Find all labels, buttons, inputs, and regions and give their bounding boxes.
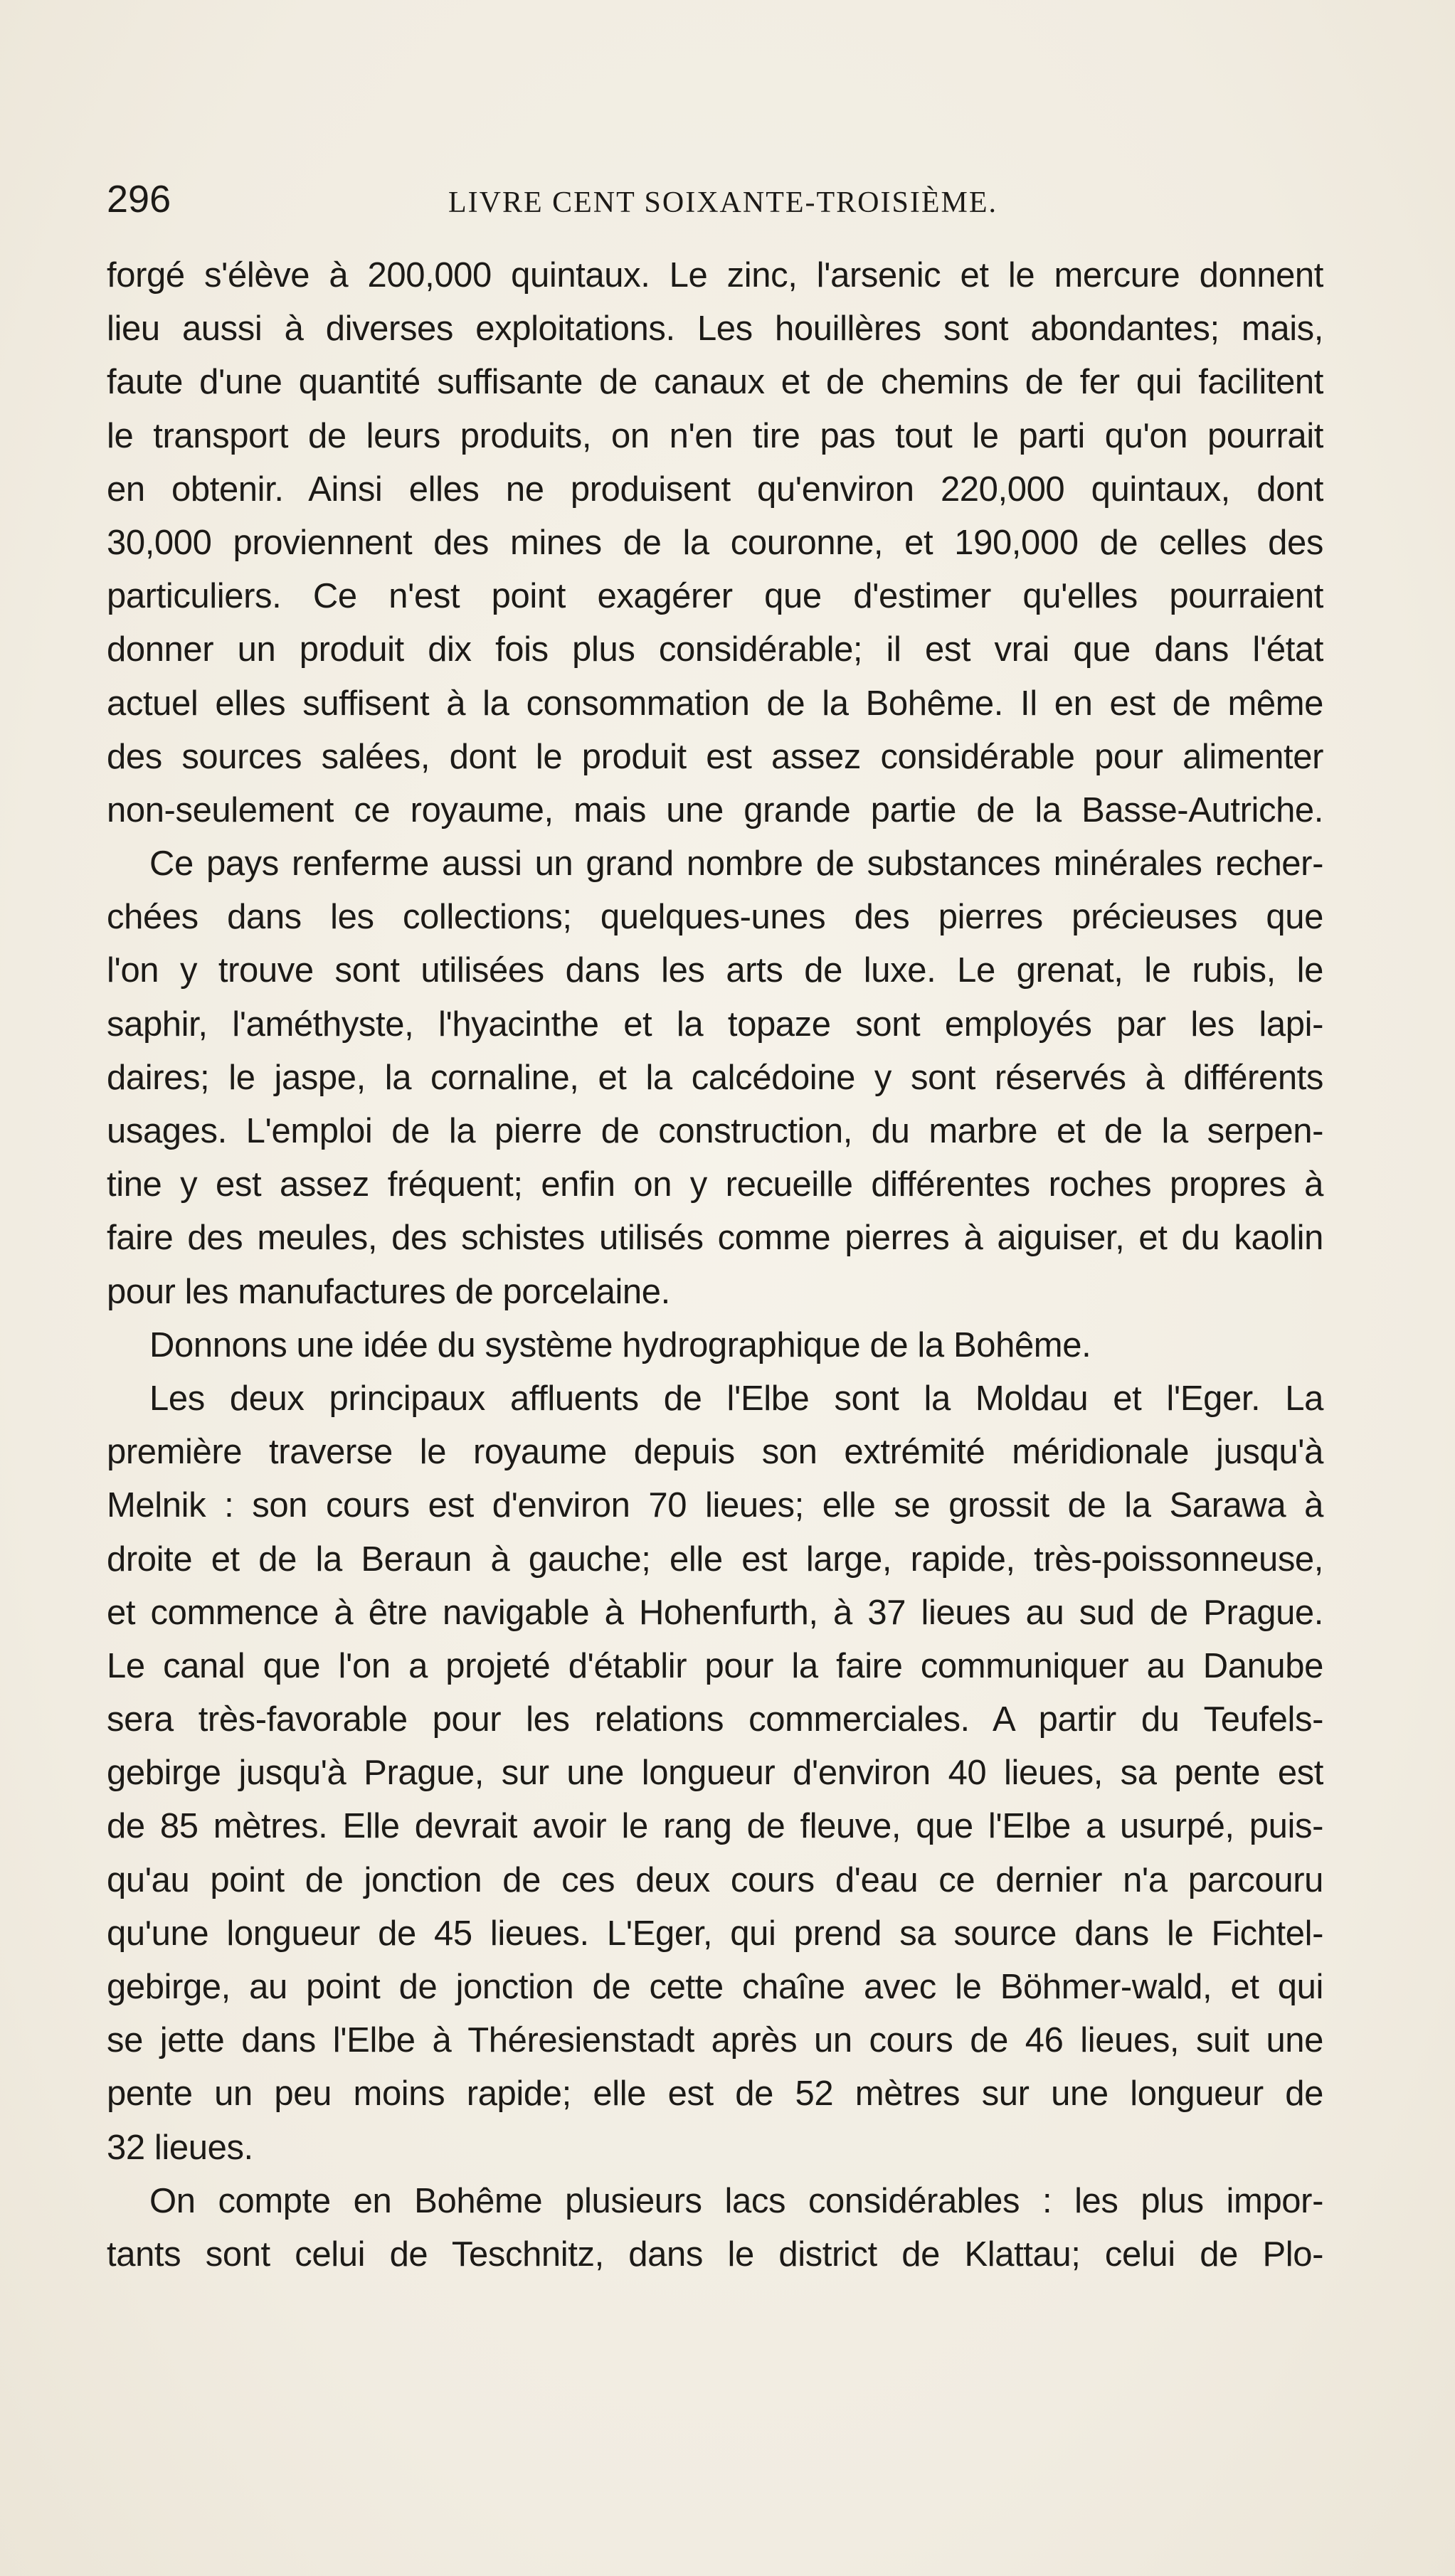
text-line: des sources salées, dont le produit est assez considérable pour alimenter: [107, 737, 1323, 776]
text-line: usages. L'emploi de la pierre de construction, du marbre et de la serpen-: [107, 1112, 1323, 1150]
text-line: première traverse le royaume depuis son extrémité méridionale jusqu'à: [107, 1433, 1323, 1472]
text-line: qu'une longueur de 45 lieues. L'Eger, qui prend sa source dans le Fichtel-: [107, 1914, 1323, 1953]
text-line: faute d'une quantité suffisante de canaux et de chemins de fer qui facilitent: [107, 363, 1323, 402]
text-line: qu'au point de jonction de ces deux cours d'eau ce dernier n'a parcouru: [107, 1860, 1323, 1899]
text-line: droite et de la Beraun à gauche; elle est large, rapide, très-poissonneuse,: [107, 1539, 1323, 1579]
text-line: gebirge, au point de jonction de cette chaîne avec le Böhmer-wald, et qui: [107, 1968, 1323, 2006]
text-line: faire des meules, des schistes utilisés comme pierres à aiguiser, et du kaolin: [107, 1219, 1323, 1258]
text-line: lieu aussi à diverses exploitations. Les houillères sont abondantes; mais,: [107, 309, 1323, 349]
text-line: forgé s'élève à 200,000 quintaux. Le zinc, l'arsenic et le mercure donnent: [107, 256, 1323, 295]
text-line: en obtenir. Ainsi elles ne produisent qu'environ 220,000 quintaux, dont: [107, 470, 1323, 509]
paragraph-start-line: Les deux principaux affluents de l'Elbe sont la Moldau et l'Eger. La: [149, 1379, 1323, 1418]
page-header: [107, 178, 1323, 221]
text-line: gebirge jusqu'à Prague, sur une longueur d'environ 40 lieues, sa pente est: [107, 1754, 1323, 1793]
text-line: l'on y trouve sont utilisées dans les arts de luxe. Le grenat, le rubis, le: [107, 951, 1323, 990]
page-number: 296: [107, 178, 171, 221]
paragraph-end-line: 32 lieues.: [107, 2128, 253, 2167]
text-line: et commence à être navigable à Hohenfurth, à 37 lieues au sud de Prague.: [107, 1593, 1323, 1632]
text-line: de 85 mètres. Elle devrait avoir le rang de fleuve, que l'Elbe a usurpé, puis-: [107, 1807, 1323, 1846]
text-line: Melnik : son cours est d'environ 70 lieues; elle se grossit de la Sarawa à: [107, 1486, 1323, 1525]
body-text: [107, 249, 1323, 2281]
text-line: se jette dans l'Elbe à Théresienstadt après un cours de 46 lieues, suit une: [107, 2021, 1323, 2060]
text-line: saphir, l'améthyste, l'hyacinthe et la topaze sont employés par les lapi-: [107, 1005, 1323, 1044]
text-line: daires; le jaspe, la cornaline, et la calcédoine y sont réservés à différents: [107, 1058, 1323, 1097]
paragraph-line: Donnons une idée du système hydrographique de la Bohême.: [149, 1325, 1091, 1364]
text-line: actuel elles suffisent à la consommation de la Bohême. Il en est de même: [107, 684, 1323, 723]
paragraph-start-line: Ce pays renferme aussi un grand nombre de substances minérales recher-: [149, 844, 1323, 884]
text-line: tants sont celui de Teschnitz, dans le district de Klattau; celui de Plo-: [107, 2235, 1323, 2274]
text-line: le transport de leurs produits, on n'en tire pas tout le parti qu'on pourrait: [107, 416, 1323, 455]
text-line: 30,000 proviennent des mines de la couronne, et 190,000 de celles des: [107, 523, 1323, 562]
text-line: pente un peu moins rapide; elle est de 52 mètres sur une longueur de: [107, 2074, 1323, 2114]
text-line: chées dans les collections; quelques-unes des pierres précieuses que: [107, 898, 1323, 937]
paragraph-end-line: pour les manufactures de porcelaine.: [107, 1272, 670, 1311]
running-head: LIVRE CENT SOIXANTE-TROISIÈME.: [448, 186, 998, 219]
text-line: non-seulement ce royaume, mais une grande partie de la Basse-Autriche.: [107, 790, 1323, 829]
text-line: tine y est assez fréquent; enfin on y recueille différentes roches propres à: [107, 1165, 1323, 1204]
text-line: donner un produit dix fois plus considérable; il est vrai que dans l'état: [107, 630, 1323, 669]
text-line: sera très-favorable pour les relations commerciales. A partir du Teufels-: [107, 1700, 1323, 1739]
text-line: Le canal que l'on a projeté d'établir pour la faire communiquer au Danube: [107, 1646, 1323, 1685]
text-line: particuliers. Ce n'est point exagérer que d'estimer qu'elles pourraient: [107, 577, 1323, 616]
paragraph-start-line: On compte en Bohême plusieurs lacs considérables : les plus impor-: [149, 2181, 1323, 2220]
